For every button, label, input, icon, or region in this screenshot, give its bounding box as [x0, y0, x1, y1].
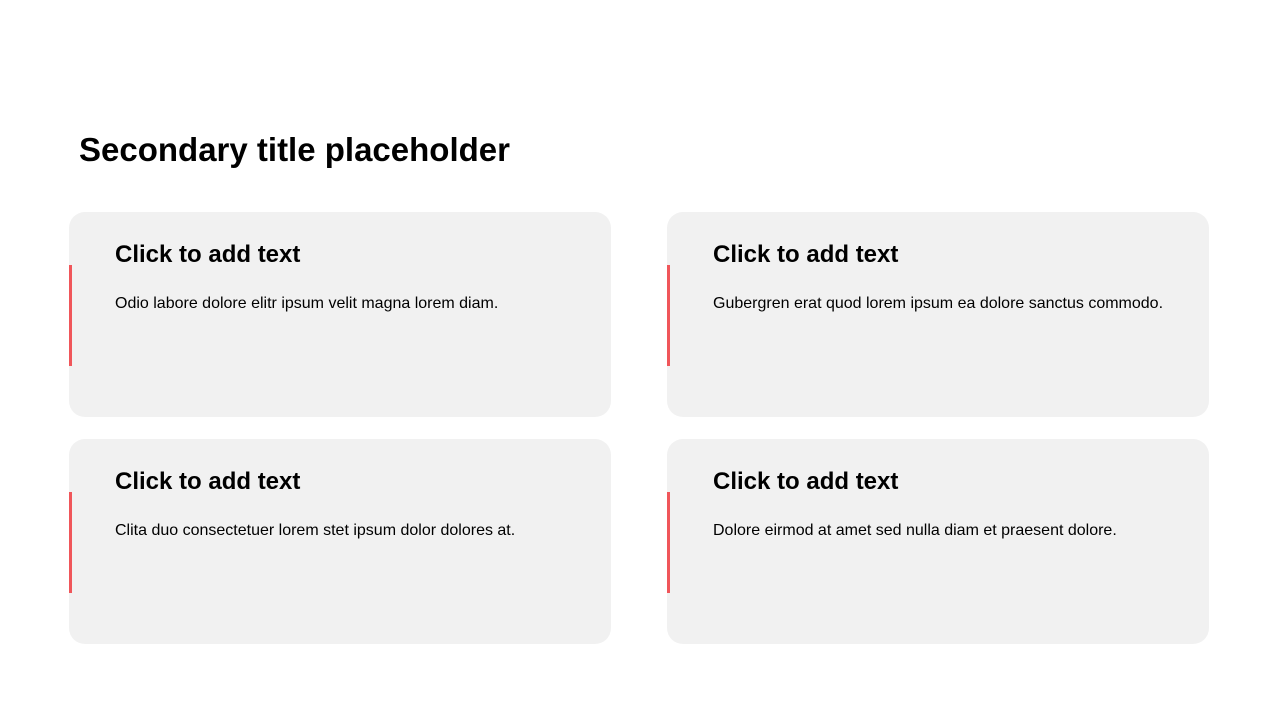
text-card: [667, 439, 1209, 644]
card-body-text[interactable]: Dolore eirmod at amet sed nulla diam et praesent dolore.: [713, 522, 1117, 539]
accent-bar: [667, 265, 670, 366]
card-body-text[interactable]: Clita duo consectetuer lorem stet ipsum dolor dolores at.: [115, 522, 516, 539]
text-card: [667, 212, 1209, 417]
card-heading[interactable]: Click to add text: [115, 468, 301, 495]
text-card: [69, 212, 611, 417]
accent-bar: [69, 265, 72, 366]
slide-title[interactable]: Secondary title placeholder: [79, 131, 510, 168]
text-card: [69, 439, 611, 644]
card-body-text[interactable]: Gubergren erat quod lorem ipsum ea dolore sanctus commodo.: [713, 295, 1164, 312]
card-heading[interactable]: Click to add text: [713, 241, 899, 268]
card-body-text[interactable]: Odio labore dolore elitr ipsum velit magna lorem diam.: [115, 295, 499, 312]
accent-bar: [69, 492, 72, 593]
accent-bar: [667, 492, 670, 593]
card-heading[interactable]: Click to add text: [713, 468, 899, 495]
card-heading[interactable]: Click to add text: [115, 241, 301, 268]
